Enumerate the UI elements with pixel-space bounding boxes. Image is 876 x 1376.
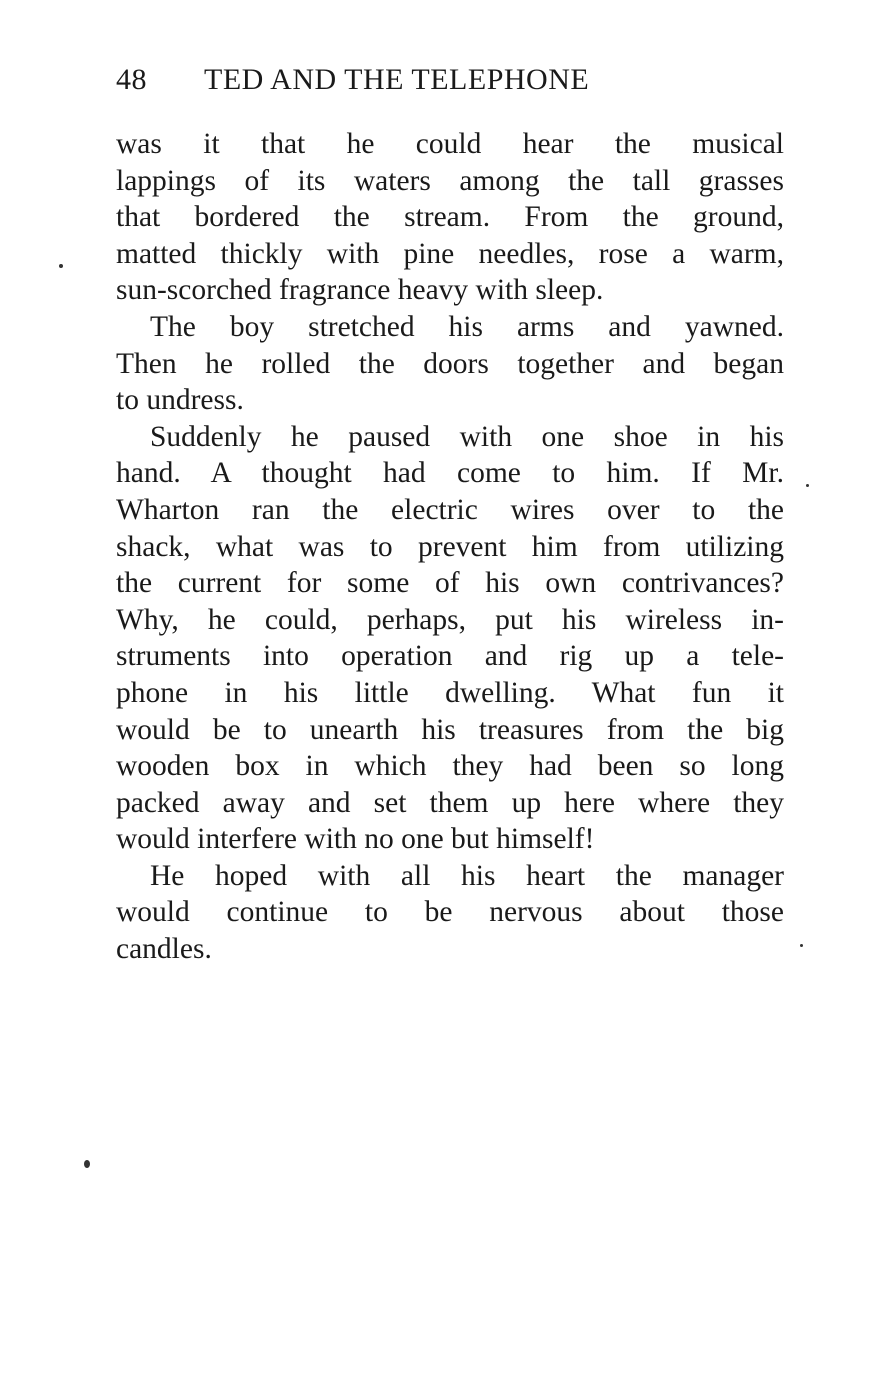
text-line: Wharton ran the electric wires over to the	[116, 493, 784, 526]
text-line: Suddenly he paused with one shoe in his	[150, 420, 784, 453]
paragraph	[116, 858, 784, 968]
scan-speck	[59, 264, 63, 268]
text-line: He hoped with all his heart the manager	[150, 859, 784, 892]
text-line: phone in his little dwelling. What fun it	[116, 676, 784, 709]
text-line: would be to unearth his treasures from the big	[116, 713, 784, 746]
text-line: wooden box in which they had been so long	[116, 750, 784, 783]
scan-speck	[84, 1160, 90, 1168]
text-line: struments into operation and rig up a tele-	[116, 640, 784, 673]
text-line: would interfere with no one but himself!	[116, 823, 595, 856]
text-line: Why, he could, perhaps, put his wireless in-	[116, 603, 784, 636]
text-line: would continue to be nervous about those	[116, 896, 784, 929]
paragraph	[116, 419, 784, 858]
text-line: was it that he could hear the musical	[116, 128, 784, 160]
text-line: lappings of its waters among the tall grasses	[116, 164, 784, 197]
text-line: to undress.	[116, 384, 244, 417]
text-line: packed away and set them up here where they	[116, 786, 784, 819]
text-line: shack, what was to prevent him from utilizing	[116, 530, 784, 563]
text-line: Then he rolled the doors together and began	[116, 347, 784, 380]
scan-speck	[806, 484, 809, 487]
paragraph	[116, 126, 784, 309]
paragraph	[116, 309, 784, 419]
text-line: matted thickly with pine needles, rose a warm,	[116, 237, 784, 270]
text-line: hand. A thought had come to him. If Mr.	[116, 457, 784, 490]
body-text	[116, 126, 784, 968]
text-line: the current for some of his own contrivances?	[116, 567, 784, 600]
text-line: The boy stretched his arms and yawned.	[150, 310, 784, 343]
page-number: 48	[116, 63, 147, 96]
text-line: candles.	[116, 933, 212, 966]
running-title: TED AND THE TELEPHONE	[204, 63, 590, 96]
text-line: sun-scorched fragrance heavy with sleep.	[116, 274, 604, 307]
page-header	[116, 60, 716, 100]
text-line: that bordered the stream. From the ground,	[116, 201, 784, 234]
scan-speck	[800, 944, 803, 947]
